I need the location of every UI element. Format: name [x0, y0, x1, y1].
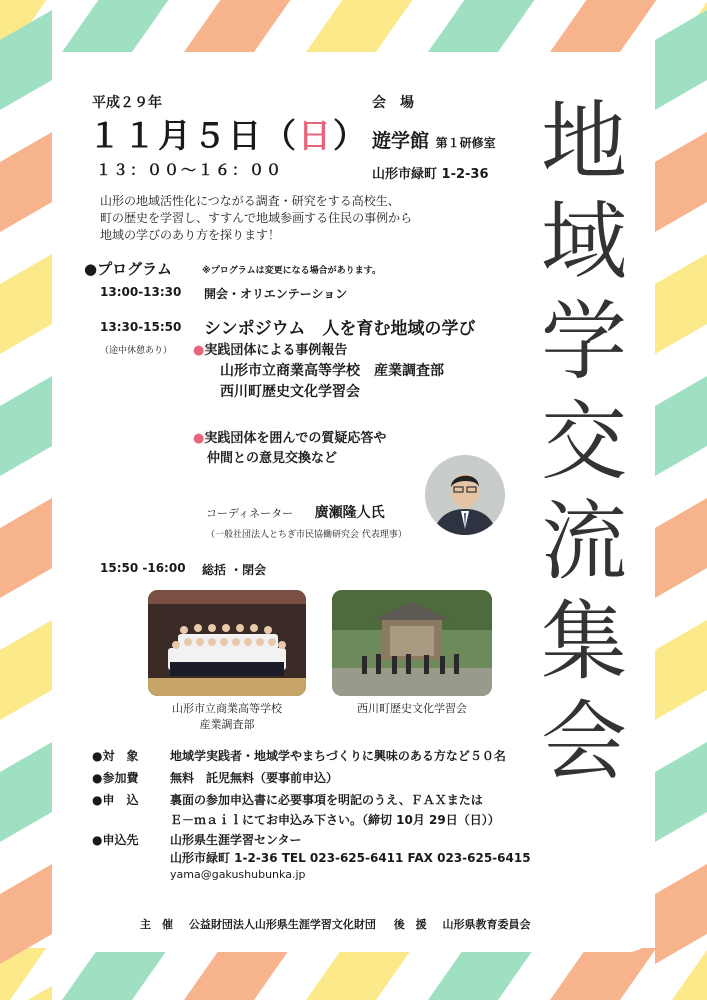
slot3-time: 15:50 -16:00 [100, 561, 186, 575]
footer [140, 916, 531, 932]
stripe-band [0, 498, 52, 598]
stripe-band [62, 0, 168, 52]
dest-email: yama@gakushubunka.jp [170, 868, 306, 881]
dest-label: ●申込先 [92, 833, 139, 847]
stripe-band [0, 254, 52, 354]
coordinator-name: 廣瀬隆人氏 [314, 505, 385, 521]
venue [372, 126, 496, 153]
stripe-band [306, 0, 412, 52]
report-item: 山形市立商業高等学校 産業調査部 [220, 363, 444, 379]
slot1-title: 開会・オリエンテーション [204, 287, 348, 301]
stripe-band [428, 948, 534, 1000]
stripe-band [550, 0, 656, 52]
stripe-band [306, 948, 412, 1000]
school-group-photo [148, 590, 306, 696]
program-heading: ●プログラム [84, 260, 172, 278]
title-char: 域 [541, 192, 627, 292]
stripe-band [550, 948, 656, 1000]
organizer-label: 主 催 [140, 918, 173, 931]
slot1-time: 13:00-13:30 [100, 285, 182, 299]
bullet-icon: ● [193, 431, 205, 446]
stripe-band [0, 620, 52, 720]
weekday: 日 [298, 116, 333, 155]
report-heading: ●実践団体による事例報告 [193, 343, 348, 358]
school-photo-caption: 山形市立商業高等学校 産業調査部 [172, 702, 282, 731]
dest-contact: 山形市緑町 1-2-36 TEL 023-625-6411 FAX 023-625-6415 [170, 851, 531, 865]
apply-text: Ｅ－ｍａｉｌにてお申込み下さい。（締切 10月 29日（日）） [170, 813, 500, 827]
apply-text: 裏面の参加申込書に必要事項を明記のうえ、ＦＡＸまたは [170, 793, 483, 807]
title-char: 集 [541, 592, 627, 692]
stripe-band [428, 0, 534, 52]
dest-org: 山形県生涯学習センター [170, 833, 302, 847]
date-month-day: １１月５日 [88, 116, 263, 155]
title-char: 流 [541, 492, 627, 592]
stripe-band [62, 948, 168, 1000]
slot2-time: 13:30-15:50 [100, 320, 182, 334]
slot3-title: 総括 ・閉会 [202, 563, 267, 577]
target-text: 地域学実践者・地域学やまちづくりに興味のある方など５０名 [170, 749, 506, 763]
organizer: 公益財団法人山形県生涯学習文化財団 [188, 918, 376, 931]
stripe-band [655, 10, 707, 110]
fee-text: 無料 託児無料（要事前申込） [170, 771, 339, 785]
bullet-icon: ● [193, 343, 205, 358]
venue-label: 会 場 [372, 95, 414, 111]
coordinator-affiliation: （一般社団法人とちぎ市民協働研究会 代表理事） [206, 530, 407, 540]
stripe-band [0, 376, 52, 476]
event-date: １１月５日（日） [88, 116, 368, 155]
shrine-photo-icon [332, 590, 492, 696]
title-char: 地 [541, 92, 627, 192]
slot2-break: （途中休憩あり） [100, 346, 173, 356]
venue-name: 遊学館 [372, 130, 430, 152]
stripe-band [184, 948, 290, 1000]
fee-label: ●参加費 [92, 771, 139, 785]
stripe-band [655, 254, 707, 354]
venue-address: 山形市緑町 1-2-36 [372, 167, 489, 182]
stripe-band [655, 864, 707, 964]
stripe-band [655, 376, 707, 476]
coordinator-photo [425, 455, 505, 535]
stripe-band [0, 132, 52, 232]
event-title [534, 92, 634, 792]
qa-line: ●実践団体を囲んでの質疑応答や [193, 431, 387, 446]
stripe-band [184, 0, 290, 52]
slot2-title: シンポジウム 人を育む地域の学び [204, 319, 476, 339]
title-char: 交 [541, 392, 627, 492]
shrine-photo [332, 590, 492, 696]
intro-text: 山形の地域活性化につながる調査・研究をする高校生、 町の歴史を学習し、すすんで地域参画する住民の事例から 地域の学びのあり方を探ります！ [100, 194, 413, 242]
group-photo-icon [148, 590, 306, 696]
supporter-label: 後 援 [393, 918, 427, 931]
stripe-band [655, 132, 707, 232]
target-label: ●対 象 [92, 749, 139, 763]
supporter: 山形県教育委員会 [442, 918, 531, 931]
title-char: 会 [541, 692, 627, 792]
program-note: ※プログラムは変更になる場合があります。 [202, 266, 381, 276]
stripe-band [655, 620, 707, 720]
era-year: 平成２９年 [92, 95, 162, 111]
person-portrait-icon [425, 455, 505, 535]
report-item: 西川町歴史文化学習会 [220, 384, 360, 400]
coordinator-label: コーディネーター [206, 507, 294, 520]
stripe-band [655, 742, 707, 842]
title-char: 学 [541, 292, 627, 392]
apply-label: ●申 込 [92, 793, 139, 807]
coordinator [206, 502, 385, 522]
stripe-band [0, 742, 52, 842]
stripe-band [655, 498, 707, 598]
shrine-photo-caption: 西川町歴史文化学習会 [357, 702, 467, 715]
venue-room: 第１研修室 [435, 136, 496, 150]
event-time: １３：００〜１６：００ [96, 161, 284, 179]
qa-line: 仲間との意見交換など [207, 451, 338, 466]
